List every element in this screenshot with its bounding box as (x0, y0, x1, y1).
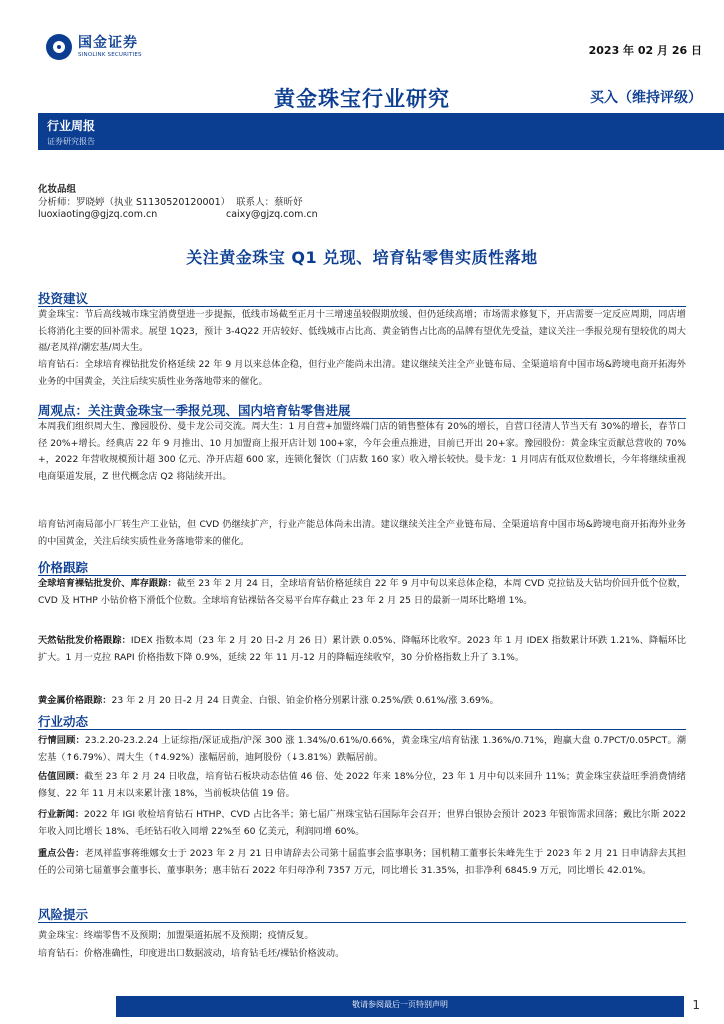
rating-badge: 买入（维持评级） (590, 90, 702, 106)
price-label-3: 黄金属价格跟踪： (38, 695, 112, 706)
price-label-2: 天然钻批发价格跟踪： (38, 635, 131, 646)
industry-paragraph-2 (38, 769, 686, 802)
report-type-banner (38, 113, 724, 150)
price-text-3: 23 年 2 月 20 日-2 月 24 日黄金、白银、铂金价格分别累计涨 0.25%/跌 0.61%/涨 3.69%。 (111, 695, 499, 706)
section-title-risk: 风险提示 (38, 907, 89, 922)
industry-text-2: 截至 23 年 2 月 24 日收盘，培育钻石板块动态估值 46 倍、处 2022 年来 18%分位，23 年 1 月中旬以来回升 11%；黄金珠宝获益旺季消费情绪修复、22 年 11 月末以来累计涨 18%，当前板块估值 19 倍。 (38, 771, 686, 799)
view-paragraph-1: 本周我们组织周大生、豫园股份、曼卡龙公司交流。周大生：1 月自营+加盟终端门店的销售整体有 20%的增长，自营口径清人节当天有 30%的增长，春节口径 20%+增长。经典店 22 年 9 月推出、10 月加盟商上报开店计划 100+家，今年会重点推进，目前已开出 20+家。豫园股份：黄金珠宝贡献总营收的 70%+，2022 年营收规模预计超 300 亿元、净开店超 600 家，连锁化餐饮（门店数 160 家）收入增长较快。曼卡龙：1 月同店有低双位数增长，今年将继续重视电商渠道发展，Z 世代概念店 Q2 将陆续开出。 (38, 421, 686, 482)
industry-label-3: 行业新闻： (38, 809, 85, 820)
company-logo (46, 34, 142, 60)
title-band (0, 77, 724, 113)
logo-cn-text: 国金证券 (78, 34, 138, 51)
price-text-2: IDEX 指数本周（23 年 2 月 20 日-2 月 26 日）累计跌 0.05%、降幅环比收窄。2023 年 1 月 IDEX 指数累计环跌 1.21%、降幅环比扩大。1 月一克拉 RAPI 价格指数下降 0.9%，延续 22 年 11 月-12 月的降幅连续收窄，30 分价格指数上升了 3.1%。 (38, 635, 686, 663)
industry-text-4: 老凤祥监事蒋维娜女士于 2023 年 2 月 21 日申请辞去公司第十届监事会监事职务；国机精工董事长朱峰先生于 2023 年 2 月 21 日申请辞去其担任的公司第七届董事会董事长、董事职务；惠丰钻石 2022 年归母净利 7357 万元，同比增长 31.35%，扣非净利 6845.9 万元，同比增长 42.01%。 (38, 848, 686, 876)
analyst-row (38, 197, 678, 210)
view-paragraph-2: 培育钻河南局部小厂转生产工业钻，但 CVD 仍继续扩产，行业产能总体尚未出清。建议继续关注全产业链布局、全渠道培育中国市场&跨境电商开拓海外业务的中国黄金，关注后续实质性业务落地带来的催化。 (38, 519, 686, 547)
section-divider (38, 922, 686, 923)
contact-email[interactable]: caixy@gjzq.com.cn (226, 209, 318, 220)
page-number: 1 (692, 998, 700, 1012)
price-paragraph-2 (38, 633, 686, 666)
section-title-invest: 投资建议 (38, 291, 89, 306)
analyst-email[interactable]: luoxiaoting@gjzq.com.cn (38, 209, 158, 220)
report-date: 2023 年 02 月 26 日 (588, 44, 702, 57)
analyst-group: 化妆品组 (38, 184, 77, 195)
invest-paragraph-1: 黄金珠宝：节后高线城市珠宝消费望进一步提振，低线市场截至正月十三增速虽较假期放缓、但仍延续高增；市场需求修复下，开店需要一定反应周期，同店增长将消化主要的回补需求。展望 1Q23，预计 3-4Q22 开店较好、低线城市占比高、黄金销售占比高的品牌有望优先受益，建议关注一季报兑现有望较优的周大福/老凤祥/潮宏基/周大生。 (38, 309, 686, 353)
analyst-line: 分析师：罗晓婷（执业 S1130520120001） (38, 196, 231, 208)
risk-paragraph-1: 黄金珠宝：终端零售不及预期；加盟渠道拓展不及预期；疫情反复。 (38, 930, 314, 941)
price-paragraph-3 (38, 693, 686, 710)
report-type: 行业周报 (47, 119, 96, 133)
price-paragraph-1 (38, 576, 686, 609)
industry-paragraph-4 (38, 846, 686, 879)
industry-text-1: 23.2.20-23.2.24 上证综指/深证成指/沪深 300 涨 1.34%/0.61%/0.66%，黄金珠宝/培育钻涨 1.36%/0.71%，跑赢大盘 0.7PCT/0.05PCT。潮宏基（↑6.79%）、周大生（↑4.92%）涨幅居前，迪阿股份（↓3.81%）跌幅居前。 (38, 735, 687, 763)
invest-paragraph-2: 培育钻石：全球培育裸钻批发价格延续 22 年 9 月以来总体企稳，但行业产能尚未出清。建议继续关注全产业链布局、全渠道培育中国市场&跨境电商开拓海外业务的中国黄金，关注后续实质性业务落地带来的催化。 (38, 359, 686, 387)
report-title: 黄金珠宝行业研究 (274, 87, 450, 111)
industry-text-3: 2022 年 IGI 收检培育钻石 HTHP、CVD 占比各半；第七届广州珠宝钻石国际年会召开；世界白银协会预计 2023 年银饰需求回落；戴比尔斯 2022 年收入同比增长 18%、毛坯钻石收入同增 22%至 60 亿美元，利润同增 60%。 (38, 809, 686, 837)
email-row (38, 209, 678, 222)
report-header (0, 0, 724, 150)
section-divider (38, 729, 686, 730)
contact-line: 联系人：蔡昕妤 (236, 196, 303, 208)
risk-paragraph-2: 培育钻石：价格准确性，印度进出口数据波动，培育钻毛坯/裸钻价格波动。 (38, 948, 345, 959)
report-subtype: 证券研究报告 (47, 137, 95, 146)
report-headline: 关注黄金珠宝 Q1 兑现、培育钻零售实质性落地 (186, 248, 538, 267)
section-title-industry: 行业动态 (38, 714, 89, 729)
section-title-price: 价格跟踪 (38, 560, 89, 575)
industry-label-4: 重点公告： (38, 848, 85, 859)
logo-mark-icon (46, 34, 72, 60)
analyst-info (38, 184, 678, 222)
price-label-1: 全球培育裸钻批发价、库存跟踪： (38, 578, 177, 589)
industry-label-1: 行情回顾： (38, 735, 85, 746)
section-title-view: 周观点：关注黄金珠宝一季报兑现、国内培育钻零售进展 (38, 403, 351, 418)
industry-label-2: 估值回顾： (38, 771, 85, 782)
industry-paragraph-1 (38, 733, 686, 766)
footer-disclaimer: 敬请参阅最后一页特别声明 (352, 1000, 448, 1009)
industry-paragraph-3 (38, 807, 686, 840)
logo-en-text: SINOLINK SECURITIES (78, 51, 142, 58)
price-text-1: 截至 23 年 2 月 24 日，全球培育钻价格延续自 22 年 9 月中旬以来总体企稳，本周 CVD 克拉钻及大钻均价回升低个位数，CVD 及 HTHP 小钻价格下滑低个位数。全球培育钻裸钻各交易平台库存截止 23 年 2 月 25 日的最新一周环比略增 1%。 (38, 578, 686, 606)
